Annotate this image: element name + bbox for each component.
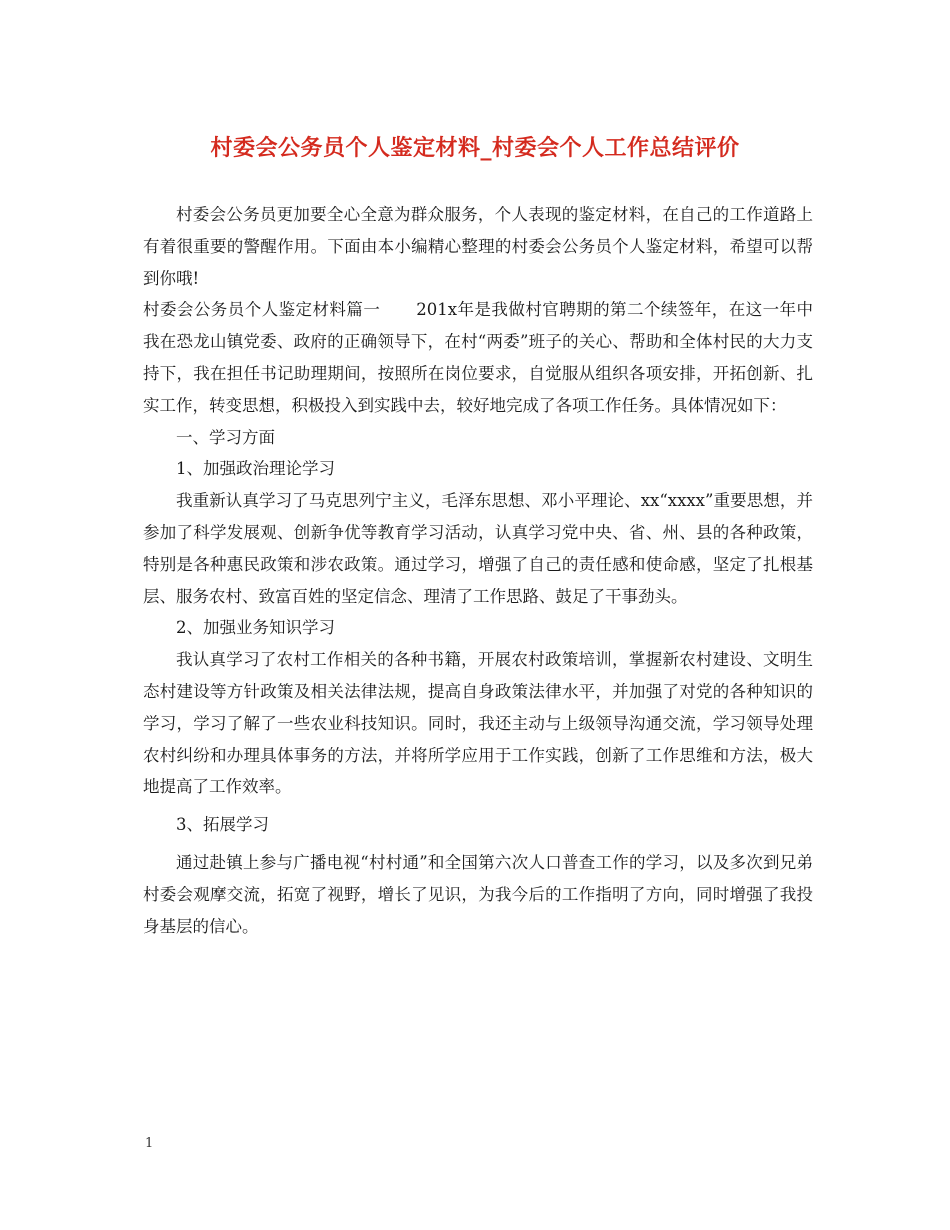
item-heading-political-study: 1、加强政治理论学习: [176, 459, 335, 479]
article-opening: 201x年是我做村官聘期的第二个续签年，在这一年中我在恐龙山镇党委、政府的正确领导下，在村“两委”班子的关心、帮助和全体村民的大力支持下，我在担任书记助理期间，按照所在岗位要求，自觉服从组织各项安排，开拓创新、扎实工作，转变思想，积极投入到实践中去，较好地完成了各项工作任务。具体情况如下：: [143, 300, 813, 415]
article-paragraph: [143, 294, 813, 421]
item-text-expanded-study: 通过赴镇上参与广播电视“村村通”和全国第六次人口普查工作的学习，以及多次到兄弟村委会观摩交流，拓宽了视野，增长了见识，为我今后的工作指明了方向，同时增强了我投身基层的信心。: [143, 852, 813, 936]
item-text-political-study: 我重新认真学习了马克思列宁主义，毛泽东思想、邓小平理论、xx“xxxx”重要思想，并参加了科学发展观、创新争优等教育学习活动，认真学习党中央、省、州、县的各种政策，特别是各种惠民政策和涉农政策。通过学习，增强了自己的责任感和使命感，坚定了扎根基层、服务农村、致富百姓的坚定信念、理清了工作思路、鼓足了干事劲头。: [143, 491, 813, 606]
item-heading-expanded-study: 3、拓展学习: [176, 815, 269, 835]
intro-paragraph: 村委会公务员更加要全心全意为群众服务，个人表现的鉴定材料，在自己的工作道路上有着很重要的警醒作用。下面由本小编精心整理的村委会公务员个人鉴定材料，希望可以帮到你哦!: [143, 205, 813, 288]
item-heading-business-study: 2、加强业务知识学习: [176, 618, 335, 638]
page-number: 1: [145, 1136, 154, 1151]
item-text-business-study: 我认真学习了农村工作相关的各种书籍，开展农村政策培训，掌握新农村建设、文明生态村建设等方针政策及相关法律法规，提高自身政策法律水平，并加强了对党的各种知识的学习，学习了解了一些农业科技知识。同时，我还主动与上级领导沟通交流，学习领导处理农村纠纷和办理具体事务的方法，并将所学应用于工作实践，创新了工作思维和方法，极大地提高了工作效率。: [143, 650, 813, 797]
article-heading: 村委会公务员个人鉴定材料篇一: [143, 300, 381, 320]
document-body: [143, 199, 813, 942]
section-heading-study: 一、学习方面: [176, 427, 275, 447]
document-title: 村委会公务员个人鉴定材料_村委会个人工作总结评价: [210, 135, 740, 161]
